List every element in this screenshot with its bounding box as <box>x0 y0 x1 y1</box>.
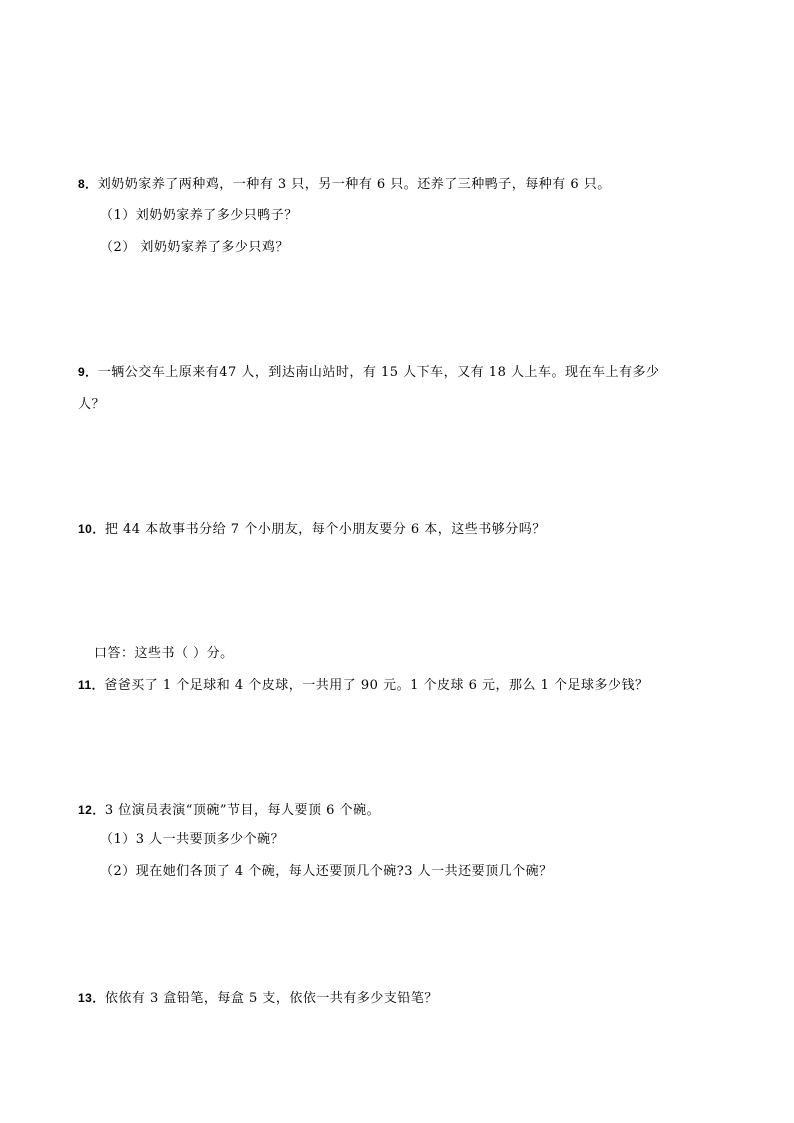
question-9 <box>78 363 659 382</box>
question-8 <box>78 175 611 194</box>
question-text: 3 位演员表演“顶碗”节目，每人要顶 6 个碗。 <box>104 803 381 818</box>
question-10 <box>78 520 546 539</box>
question-text: 刘奶奶家养了两种鸡，一种有 3 只，另一种有 6 只。还养了三种鸭子，每种有 6 只。 <box>97 177 611 192</box>
question-number: 10． <box>78 522 105 536</box>
question-10-answer: 口答：这些书（ ）分。 <box>94 646 234 661</box>
question-number: 8． <box>78 177 98 191</box>
question-8-sub-2: （2） 刘奶奶家养了多少只鸡？ <box>100 240 289 255</box>
question-number: 9． <box>78 365 98 379</box>
question-11 <box>78 676 649 695</box>
question-9-continued: 人？ <box>78 397 106 412</box>
question-13 <box>78 989 438 1008</box>
question-8-sub-1: （1）刘奶奶家养了多少只鸭子？ <box>100 208 298 223</box>
question-text: 把 44 本故事书分给 7 个小朋友，每个小朋友要分 6 本，这些书够分吗？ <box>104 522 546 537</box>
question-number: 11． <box>78 678 105 692</box>
question-12-sub-2: （2）现在她们各顶了 4 个碗，每人还要顶几个碗?3 人一共还要顶几个碗？ <box>100 864 553 879</box>
question-12-sub-1: （1）3 人一共要顶多少个碗？ <box>100 832 285 847</box>
question-number: 13． <box>78 991 105 1005</box>
question-12 <box>78 801 380 820</box>
question-text: 爸爸买了 1 个足球和 4 个皮球，一共用了 90 元。1 个皮球 6 元，那么 1 个足球多少钱？ <box>104 678 649 693</box>
question-text: 一辆公交车上原来有47 人，到达南山站时，有 15 人下车，又有 18 人上车。现在车上有多少 <box>97 365 660 380</box>
question-text: 依依有 3 盒铅笔，每盒 5 支，依依一共有多少支铅笔？ <box>104 991 438 1006</box>
question-number: 12． <box>78 803 105 817</box>
